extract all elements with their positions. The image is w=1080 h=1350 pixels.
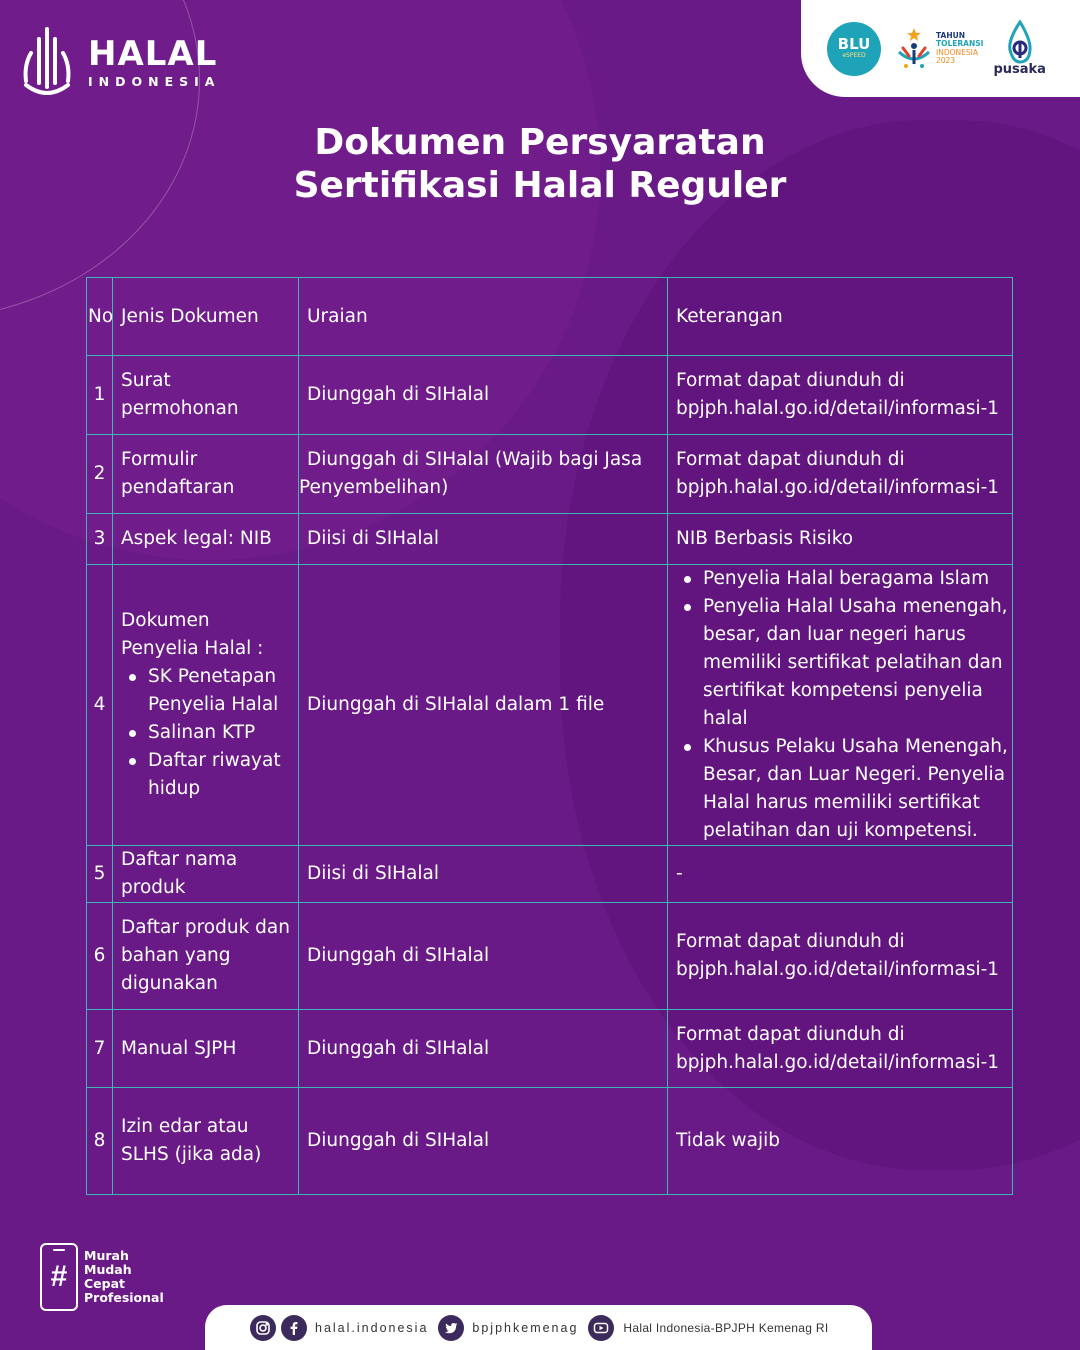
header-jenis-dokumen: Jenis Dokumen [113, 278, 299, 356]
cell-jenis: Surat permohonan [113, 356, 299, 435]
halal-indonesia-logo [20, 24, 220, 100]
toleransi-text-1: TAHUN [936, 30, 965, 40]
cell-uraian: Diisi di SIHalal [299, 514, 668, 565]
cell-keterangan: Format dapat diunduh di bpjph.halal.go.id/detail/informasi-1 [668, 435, 1013, 514]
list-item: Salinan KTP [121, 719, 290, 747]
cell-jenis: Formulir pendaftaran [113, 435, 299, 514]
requirements-table [86, 277, 1013, 1195]
cell-no: 2 [87, 435, 113, 514]
list-item: SK Penetapan Penyelia Halal [121, 663, 290, 719]
cell-jenis: Izin edar atau SLHS (jika ada) [113, 1088, 299, 1195]
pusaka-logo [993, 20, 1046, 77]
cell-keterangan: Format dapat diunduh di bpjph.halal.go.id/detail/informasi-1 [668, 356, 1013, 435]
tagline [40, 1243, 164, 1311]
header-no: No [87, 278, 113, 356]
cell-no: 6 [87, 903, 113, 1010]
list-item: Penyelia Halal Usaha menengah, besar, dan luar negeri harus memiliki sertifikat pelatihan dan sertifikat kompetensi penyelia halal [676, 593, 1012, 733]
cell-jenis: Daftar produk dan bahan yang digunakan [113, 903, 299, 1010]
tagline-words [84, 1249, 164, 1305]
cell-jenis: Manual SJPH [113, 1010, 299, 1088]
title-line-1: Dokumen Persyaratan [314, 122, 766, 163]
cell-uraian: Diunggah di SIHalal [299, 356, 668, 435]
table-row [87, 903, 1013, 1010]
youtube-icon[interactable] [588, 1315, 614, 1341]
tagline-word: Murah [84, 1248, 129, 1263]
table-row [87, 514, 1013, 565]
cell-jenis [113, 565, 299, 846]
cell-jenis: Aspek legal: NIB [113, 514, 299, 565]
cell-uraian: Diunggah di SIHalal [299, 1088, 668, 1195]
instagram-icon[interactable] [250, 1315, 276, 1341]
jenis-list [121, 663, 290, 803]
social-media-bar [205, 1305, 872, 1350]
header-uraian: Uraian [299, 278, 668, 356]
partner-logos [801, 0, 1080, 97]
table-row [87, 1088, 1013, 1195]
facebook-icon[interactable] [281, 1315, 307, 1341]
brand-subtitle: INDONESIA [88, 73, 221, 89]
pusaka-drop-icon [1005, 20, 1035, 64]
cell-uraian: Diunggah di SIHalal [299, 1010, 668, 1088]
pusaka-logo-text: pusaka [993, 62, 1046, 77]
table-row [87, 356, 1013, 435]
title-line-2: Sertifikasi Halal Reguler [293, 165, 787, 206]
blu-logo [827, 22, 881, 76]
cell-keterangan: Format dapat diunduh di bpjph.halal.go.id/detail/informasi-1 [668, 1010, 1013, 1088]
cell-no: 5 [87, 846, 113, 903]
keterangan-list [676, 565, 1012, 845]
toleransi-text-3: INDONESIA [936, 47, 978, 57]
cell-keterangan: NIB Berbasis Risiko [668, 514, 1013, 565]
table-row [87, 846, 1013, 903]
brand-name: HALAL [88, 33, 218, 74]
cell-uraian: Diunggah di SIHalal dalam 1 file [299, 565, 668, 846]
tagline-word: Cepat [84, 1276, 126, 1291]
youtube-channel[interactable]: Halal Indonesia-BPJPH Kemenag RI [623, 1320, 829, 1335]
hashtag-symbol: # [50, 1260, 68, 1293]
page-title [0, 121, 1080, 207]
cell-uraian: Diisi di SIHalal [299, 846, 668, 903]
blu-logo-text: BLU [837, 35, 871, 53]
table-row [87, 435, 1013, 514]
blu-logo-subtext: eSPEED [842, 52, 866, 59]
cell-keterangan: Tidak wajib [668, 1088, 1013, 1195]
list-item: Penyelia Halal beragama Islam [676, 565, 1012, 593]
table-header-row [87, 278, 1013, 356]
cell-no: 4 [87, 565, 113, 846]
phone-hashtag-icon [40, 1243, 78, 1311]
cell-no: 8 [87, 1088, 113, 1195]
twitter-icon[interactable] [438, 1315, 464, 1341]
cell-jenis-heading: Dokumen Penyelia Halal : [121, 610, 264, 659]
list-item: Daftar riwayat hidup [121, 747, 290, 803]
toleransi-text-4: 2023 [936, 56, 956, 65]
list-item: Khusus Pelaku Usaha Menengah, Besar, dan Luar Negeri. Penyelia Halal harus memiliki sertifikat pelatihan dan uji kompetensi. [676, 733, 1012, 845]
cell-no: 1 [87, 356, 113, 435]
twitter-handle[interactable]: bpjphkemenag [472, 1320, 579, 1335]
cell-uraian: Diunggah di SIHalal (Wajib bagi Jasa Penyembelihan) [299, 435, 668, 514]
cell-no: 3 [87, 514, 113, 565]
cell-no: 7 [87, 1010, 113, 1088]
cell-jenis: Daftar nama produk [113, 846, 299, 903]
instagram-facebook-handle[interactable]: halal.indonesia [315, 1320, 429, 1335]
tahun-toleransi-logo [895, 26, 983, 72]
cell-keterangan: Format dapat diunduh di bpjph.halal.go.id/detail/informasi-1 [668, 903, 1013, 1010]
table-row [87, 565, 1013, 846]
cell-keterangan [668, 565, 1013, 846]
toleransi-text-2: TOLERANSI [936, 39, 984, 48]
table-row [87, 1010, 1013, 1088]
toleransi-figure-icon [895, 26, 933, 72]
halal-logo-icon [20, 25, 74, 99]
cell-uraian: Diunggah di SIHalal [299, 903, 668, 1010]
header-keterangan: Keterangan [668, 278, 1013, 356]
tagline-word: Mudah [84, 1262, 132, 1277]
cell-keterangan: - [668, 846, 1013, 903]
tagline-word: Profesional [84, 1290, 164, 1305]
